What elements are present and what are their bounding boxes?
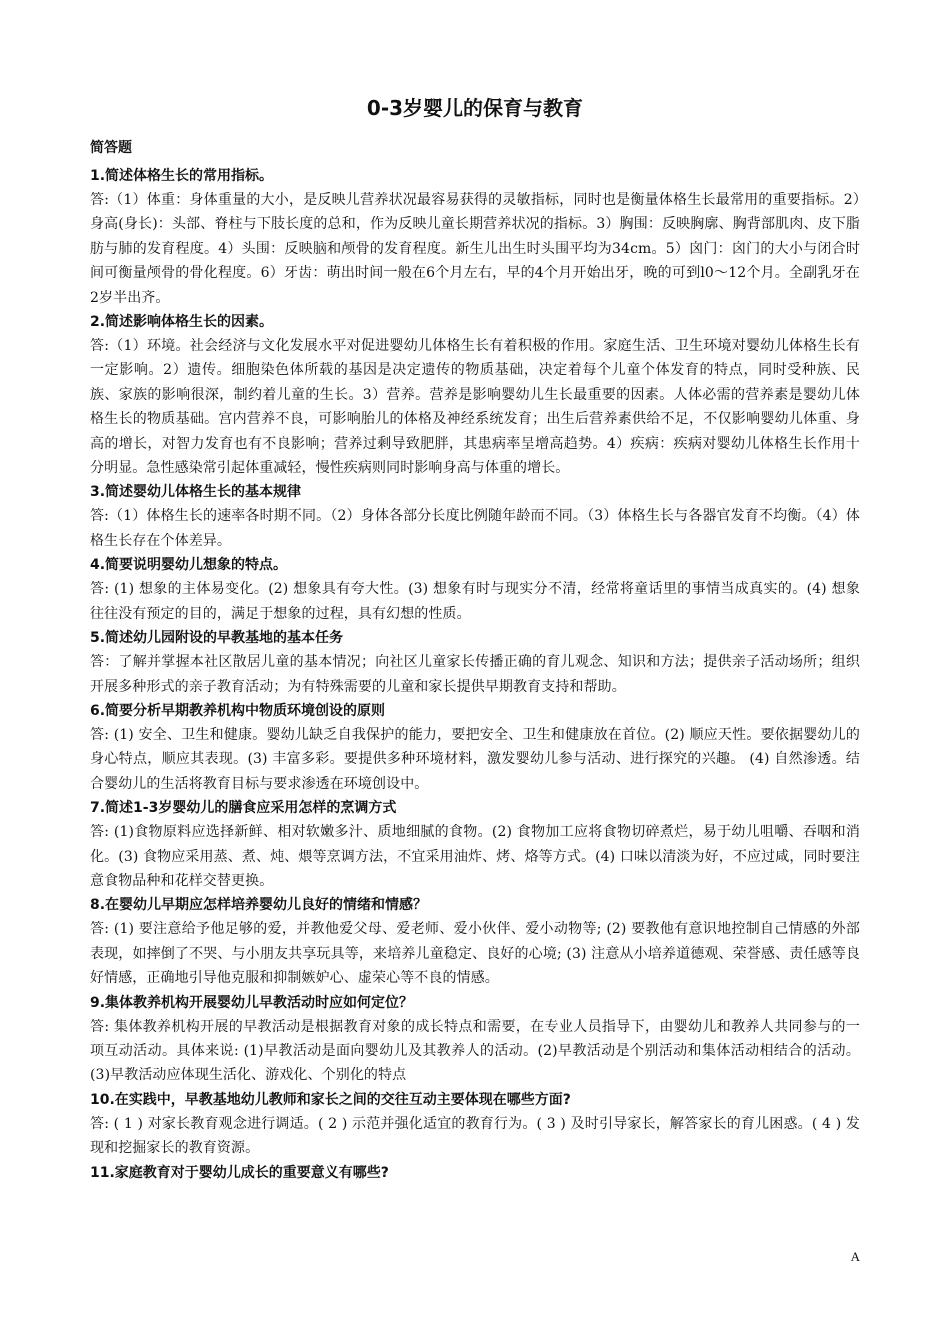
qa-item-5 — [90, 626, 860, 699]
section-heading: 简答题 — [90, 140, 132, 156]
document-body — [90, 136, 860, 1185]
question-heading: 6.简要分析早期教养机构中物质环境创设的原则 — [90, 702, 386, 719]
question-heading: 8.在婴幼儿早期应怎样培养婴幼儿良好的情绪和情感？ — [90, 897, 428, 914]
qa-item-6 — [90, 699, 860, 796]
document-title: 0-3岁婴儿的保育与教育 — [366, 96, 584, 120]
question-heading: 1.简述体格生长的常用指标。 — [90, 168, 274, 184]
question-heading: 9.集体教养机构开展婴幼儿早教活动时应如何定位？ — [90, 994, 414, 1011]
page-mark: A — [850, 1249, 860, 1264]
question-heading: 5.简述幼儿园附设的早教基地的基本任务 — [90, 630, 344, 647]
answer-paragraph: 答: (1) 想象的主体易变化。(2) 想象具有夸大性。(3) 想象有时与现实分不清，经常将童话里的事情当成真实的。(4) 想象往往没有预定的目的，满足于想象的过程，具有幻想的性质。 — [90, 581, 860, 622]
qa-item-4 — [90, 553, 860, 626]
question-heading: 10.在实践中，早教基地幼儿教师和家长之间的交往互动主要体现在哪些方面? — [90, 1091, 571, 1108]
question-heading: 4.简要说明婴幼儿想象的特点。 — [90, 557, 288, 574]
qa-item-11 — [90, 1161, 860, 1185]
answer-paragraph: 答: 集体教养机构开展的早教活动是根据教育对象的成长特点和需要，在专业人员指导下，由婴幼儿和教养人共同参与的一项互动活动。具体来说: (1)早教活动是面向婴幼儿及其教养人的活动。(2)早教活动是个别活动和集体活动相结合的活动。(3)早教活动应体现生活化、游戏化、个别化的特点 — [90, 1018, 860, 1084]
qa-item-1 — [90, 164, 860, 310]
question-heading: 3.简述婴幼儿体格生长的基本规律 — [90, 484, 302, 501]
question-heading: 2.简述影响体格生长的因素。 — [90, 314, 274, 331]
qa-item-9 — [90, 991, 860, 1088]
answer-paragraph: 答:（1）体重：身体重量的大小，是反映儿营养状况最容易获得的灵敏指标，同时也是衡量体格生长最常用的重要指标。2）身高(身长)：头部、脊柱与下肢长度的总和，作为反映儿童长期营养状况的指标。3）胸围：反映胸廓、胸背部肌肉、皮下脂肪与肺的发育程度。4）头围：反映脑和颅骨的发育程度。新生儿出生时头围平均为34cm。5）囟门：囟门的大小与闭合时间可衡量颅骨的骨化程度。6）牙齿：萌出时间一般在6个月左右，早的4个月开始出牙，晚的可到l0～12个月。全副乳牙在2岁半出齐。 — [90, 192, 860, 306]
answer-paragraph: 答: (1) 要注意给予他足够的爱，并教他爱父母、爱老师、爱小伙伴、爱小动物等; (2) 要教他有意识地控制自己情感的外部表现，如摔倒了不哭、与小朋友共享玩具等，来培养儿童稳定、良好的心境; (3) 注意从小培养道德观、荣誉感、责任感等良好情感，正确地引导他克服和抑制嫉妒心、虚荣心等不良的情感。 — [90, 921, 860, 987]
answer-paragraph: 答: (1) 安全、卫生和健康。婴幼儿缺乏自我保护的能力，要把安全、卫生和健康放在首位。(2) 顺应天性。要依据婴幼儿的身心特点，顺应其表现。(3) 丰富多彩。要提供多种环境材料，激发婴幼儿参与活动、进行探究的兴趣。 (4) 自然渗透。结合婴幼儿的生活将教育目标与要求渗透在环境创设中。 — [90, 726, 860, 792]
qa-item-10 — [90, 1088, 860, 1161]
qa-item-7 — [90, 796, 860, 893]
answer-paragraph: 答:（1）体格生长的速率各时期不同。（2）身体各部分长度比例随年龄而不同。（3）体格生长与各器官发育不均衡。（4）体格生长存在个体差异。 — [90, 508, 860, 549]
question-heading: 11.家庭教育对于婴幼儿成长的重要意义有哪些? — [90, 1164, 389, 1181]
answer-paragraph: 答:（1）环境。社会经济与文化发展水平对促进婴幼儿体格生长有着积极的作用。家庭生活、卫生环境对婴幼儿体格生长有一定影响。2）遗传。细胞染色体所载的基因是决定遗传的物质基础，决定着每个儿童个体发育的特点，同时受种族、民族、家族的影响很深，制约着儿童的生长。3）营养。营养是影响婴幼儿生长最重要的因素。人体必需的营养素是婴幼儿体格生长的物质基础。宫内营养不良，可影响胎儿的体格及神经系统发育；出生后营养素供给不足，不仅影响婴幼儿体重、身高的增长，对智力发育也有不良影响；营养过剩导致肥胖，其患病率呈增高趋势。4）疾病：疾病对婴幼儿体格生长作用十分明显。急性感染常引起体重减轻，慢性疾病则同时影响身高与体重的增长。 — [90, 338, 860, 477]
qa-item-8 — [90, 893, 860, 990]
answer-paragraph: 答: ( 1 ) 对家长教育观念进行调适。( 2 ) 示范并强化适宜的教育行为。( 3 ) 及时引导家长，解答家长的育儿困惑。( 4 ) 发现和挖掘家长的教育资源。 — [90, 1115, 860, 1157]
answer-paragraph: 答：了解并掌握本社区散居儿童的基本情况；向社区儿童家长传播正确的育儿观念、知识和方法；提供亲子活动场所；组织开展多种形式的亲子教育活动；为有特殊需要的儿童和家长提供早期教育支持和帮助。 — [90, 654, 860, 695]
question-heading: 7.简述1-3岁婴幼儿的膳食应采用怎样的烹调方式 — [90, 800, 397, 817]
qa-item-3 — [90, 480, 860, 553]
qa-item-2 — [90, 310, 860, 480]
answer-paragraph: 答: (1)食物原料应选择新鲜、相对软嫩多汁、质地细腻的食物。(2) 食物加工应将食物切碎煮烂，易于幼儿咀嚼、吞咽和消化。(3) 食物应采用蒸、煮、炖、煨等烹调方法，不宜采用油炸、烤、烙等方式。(4) 口味以清淡为好，不应过咸，同时要注意食物品种和花样交替更换。 — [90, 824, 860, 889]
